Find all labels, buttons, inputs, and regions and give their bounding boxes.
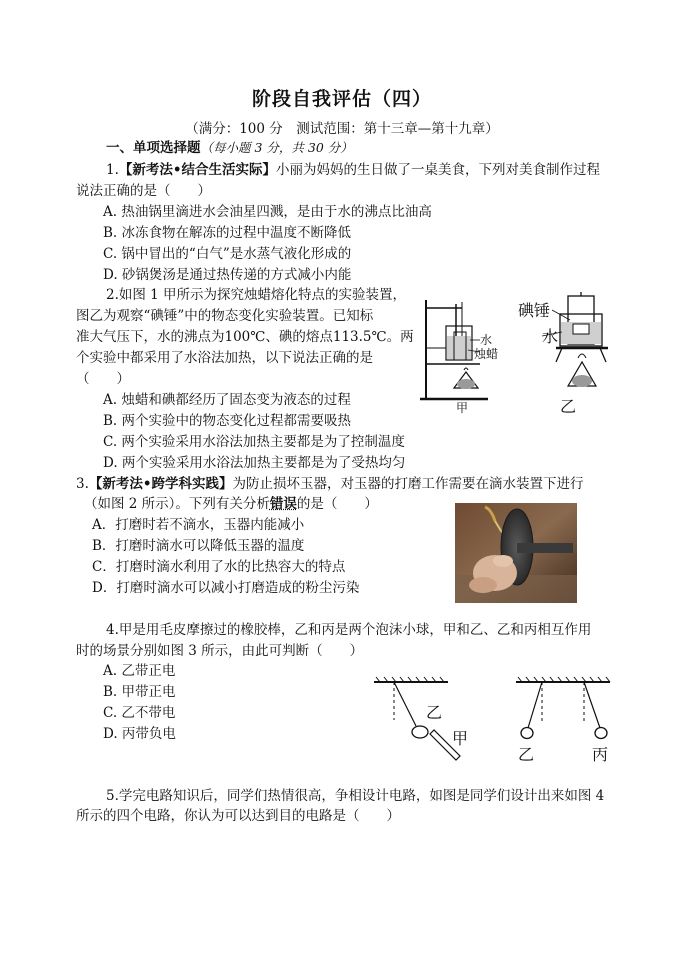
section-heading (106, 138, 353, 158)
q3-line1 (76, 474, 584, 494)
q3-emphasis: 错误 (269, 496, 297, 512)
q3-stem-post: 的是（ ） (296, 496, 378, 512)
yi-water-label: 水 (542, 327, 559, 346)
q3-line2 (84, 494, 378, 514)
q2-line1: 2.如图 1 甲所示为探究烛蜡熔化特点的实验装置， (106, 287, 407, 303)
q3-option-c: C．打磨时滴水利用了水的比热容大的特点 (92, 559, 346, 575)
q2-line3: 准大气压下，水的沸点为100℃、碘的熔点113.5℃。两 (76, 329, 414, 345)
q2-line5: （ ） (76, 371, 130, 387)
q2-option-c: C. 两个实验采用水浴法加热主要都是为了控制温度 (103, 434, 405, 450)
q2-line4: 个实验中都采用了水浴法加热，以下说法正确的是 (76, 350, 373, 366)
q2-option-a: A. 烛蜡和碘都经历了固态变为液态的过程 (103, 392, 351, 408)
q4-option-c: C. 乙不带电 (103, 705, 176, 721)
q1-option-b: B. 冰冻食物在解冻的过程中温度不断降低 (103, 225, 352, 241)
q1-option-d: D. 砂锅煲汤是通过热传递的方式减小内能 (103, 267, 352, 283)
q5-line2: 所示的四个电路，你认为可以达到目的电路是（ ） (76, 808, 400, 824)
q3-stem-text: 为防止损坏玉器，对玉器的打磨工作需要在滴水装置下进行 (232, 476, 584, 492)
q1-option-a: A. 热油锅里滴进水会油星四溅，是由于水的沸点比油高 (103, 204, 432, 220)
q3-stem-pre: （如图 2 所示）。下列有关分析 (84, 496, 270, 512)
figure3-left-diagram (372, 676, 498, 766)
figure1-yi-diagram (516, 292, 616, 416)
yi-iodine-label: 碘锤 (518, 301, 551, 320)
jia-wax-label: 烛蜡 (474, 347, 499, 361)
q2-option-d: D. 两个实验采用水浴法加热主要都是为了受热均匀 (103, 455, 406, 471)
q1-number: 1. (106, 162, 119, 178)
fig3-left-yi-label: 乙 (426, 703, 443, 722)
q1-tag: 【新考法•结合生活实际】 (118, 162, 277, 178)
q2-line2: 图乙为观察“碘锤”中的物态变化实验装置。已知标 (76, 308, 374, 324)
q1-line1 (106, 160, 600, 180)
fig3-left-jia-label: 甲 (452, 729, 469, 748)
fig3-right-yi-label: 乙 (518, 745, 535, 764)
q1-stem-text: 小丽为妈妈的生日做了一桌美食，下列对美食制作过程 (276, 162, 601, 178)
q5-line1: 5.学完电路知识后，同学们热情很高，争相设计电路，如图是同学们设计出来如图 4 (106, 788, 605, 804)
q3-number: 3. (76, 476, 89, 492)
figure2-jade-polishing-photo (455, 503, 577, 603)
q3-option-d: D．打磨时滴水可以减小打磨造成的粉尘污染 (92, 580, 360, 596)
q4-line1: 4.甲是用毛皮摩擦过的橡胶棒，乙和丙是两个泡沫小球，甲和乙、乙和丙相互作用 (106, 622, 592, 638)
q4-option-b: B. 甲带正电 (103, 684, 176, 700)
section-score-note: （每小题 3 分，共 30 分） (200, 140, 353, 155)
q3-tag: 【新考法•跨学科实践】 (88, 476, 233, 492)
q3-option-a: A．打磨时若不滴水，玉器内能减小 (92, 517, 305, 533)
q1-option-c: C. 锅中冒出的“白气”是水蒸气液化形成的 (103, 246, 352, 262)
fig3-right-bing-label: 丙 (592, 745, 609, 764)
figure1-jia-diagram (418, 296, 510, 416)
page-subtitle: （满分：100 分 测试范围：第十三章—第十九章） (185, 121, 499, 137)
q4-line2: 时的场景分别如图 3 所示，由此可判断（ ） (76, 643, 364, 659)
q3-option-b: B．打磨时滴水可以降低玉器的温度 (92, 538, 305, 554)
yi-caption: 乙 (560, 397, 577, 416)
figure3-right-diagram (512, 676, 618, 766)
q1-line2: 说法正确的是（ ） (76, 183, 211, 199)
jia-caption: 甲 (456, 401, 469, 415)
section-title: 一、单项选择题 (106, 140, 201, 156)
q2-option-b: B. 两个实验中的物态变化过程都需要吸热 (103, 413, 352, 429)
q4-option-d: D. 丙带负电 (103, 726, 176, 742)
page-title: 阶段自我评估（四） (251, 88, 432, 110)
q4-option-a: A. 乙带正电 (103, 663, 176, 679)
jia-water-label: 水 (480, 333, 493, 347)
